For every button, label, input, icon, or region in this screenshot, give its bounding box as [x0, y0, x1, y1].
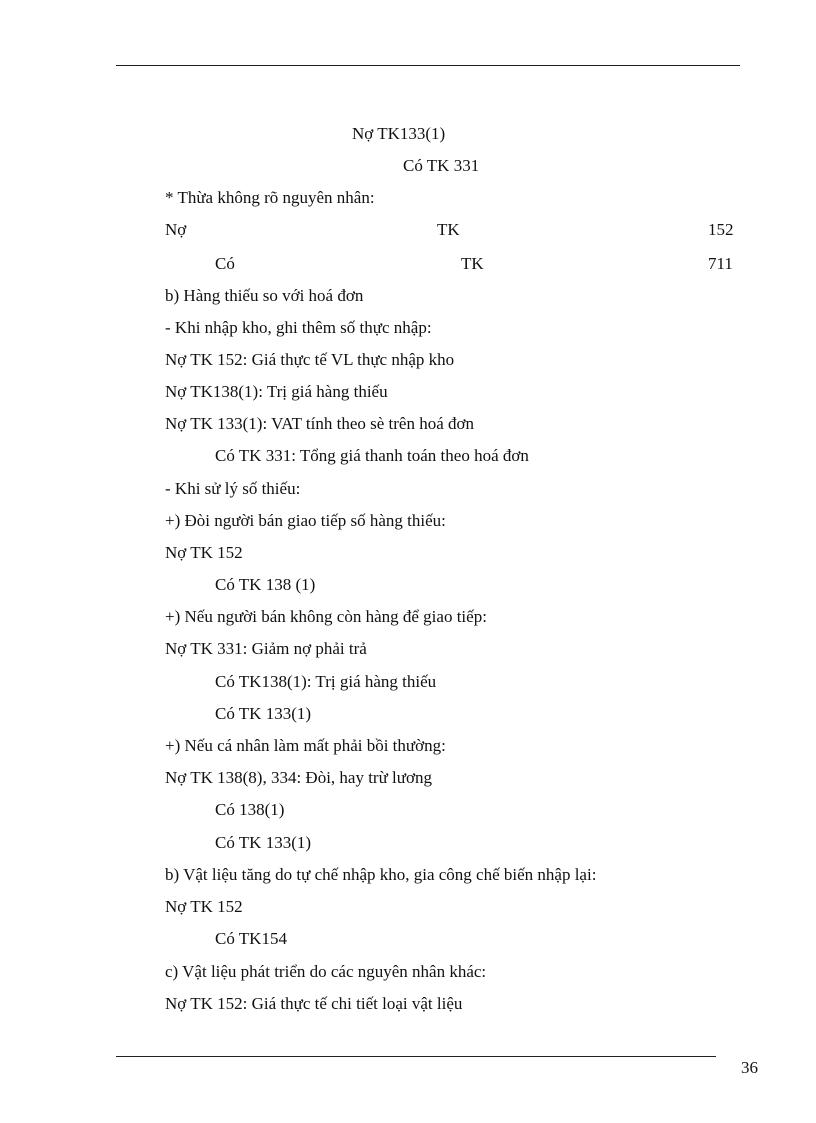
text-line: Có TK138(1): Trị giá hàng thiếu: [215, 672, 437, 691]
debit-side: Nợ: [165, 220, 187, 239]
text-line: Có TK 331: Tổng giá thanh toán theo hoá đơn: [215, 446, 529, 465]
text-line: Nợ TK 133(1): VAT tính theo sè trên hoá đơn: [165, 414, 475, 433]
text-line: Có TK 133(1): [215, 704, 312, 723]
text-line: Nợ TK138(1): Trị giá hàng thiếu: [165, 382, 388, 401]
text-line: - Khi sử lý số thiếu:: [165, 479, 301, 498]
text-line: b) Vật liệu tăng do tự chế nhập kho, gia công chế biến nhập lại:: [165, 865, 597, 884]
text-line: Nợ TK 152: [165, 543, 243, 562]
text-line: Có TK 331: [403, 156, 480, 175]
text-line: Nợ TK 152: Giá thực tế VL thực nhập kho: [165, 350, 455, 369]
credit-number: 711: [708, 254, 733, 273]
text-line: Nợ TK133(1): [352, 124, 446, 143]
page-number: 36: [741, 1058, 758, 1077]
text-line: Nợ TK 152: [165, 897, 243, 916]
text-line: +) Nếu cá nhân làm mất phải bồi thường:: [165, 736, 446, 755]
text-line: - Khi nhập kho, ghi thêm số thực nhập:: [165, 318, 432, 337]
text-line: * Thừa không rõ nguyên nhân:: [165, 188, 375, 207]
text-line: +) Nếu người bán không còn hàng để giao tiếp:: [165, 607, 487, 626]
text-line: Nợ TK 152: Giá thực tế chi tiết loại vật liệu: [165, 994, 463, 1013]
credit-account: TK: [461, 254, 484, 273]
credit-side: Có: [215, 254, 235, 273]
text-line: c) Vật liệu phát triển do các nguyên nhân khác:: [165, 962, 487, 981]
footer-rule: [116, 1056, 716, 1057]
text-line: Nợ TK 138(8), 334: Đòi, hay trừ lương: [165, 768, 432, 787]
debit-account: TK: [437, 220, 460, 239]
text-line: Có TK 138 (1): [215, 575, 316, 594]
text-line: Có TK154: [215, 929, 287, 948]
header-rule: [116, 65, 740, 66]
text-line: Nợ TK 331: Giảm nợ phải trả: [165, 639, 367, 658]
text-line: Có TK 133(1): [215, 833, 312, 852]
text-line: Có 138(1): [215, 800, 285, 819]
text-line: +) Đòi người bán giao tiếp số hàng thiếu:: [165, 511, 446, 530]
text-line: b) Hàng thiếu so với hoá đơn: [165, 286, 364, 305]
debit-number: 152: [708, 220, 734, 239]
